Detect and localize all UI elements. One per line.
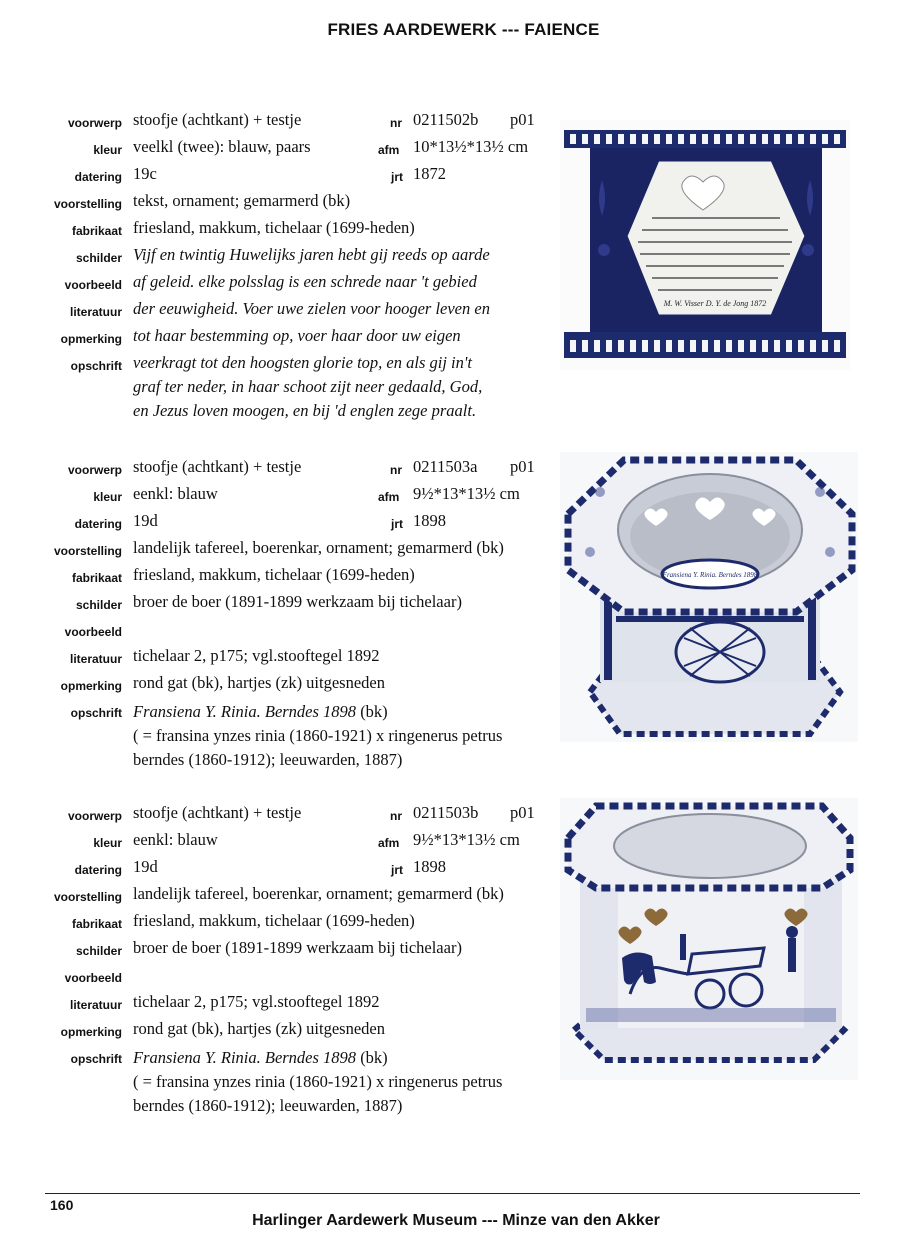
label-voorwerp: voorwerp <box>67 116 122 130</box>
label-opmerking: opmerking <box>60 332 122 346</box>
value-kleur: veelkl (twee): blauw, paars <box>133 137 311 156</box>
label-voorwerp: voorwerp <box>67 463 122 477</box>
value-nr: 0211503a <box>413 457 478 476</box>
row-voorstelling <box>0 191 560 217</box>
label-fabrikaat: fabrikaat <box>71 571 122 585</box>
value-schilder: broer de boer (1891-1899 werkzaam bij tichelaar) <box>133 938 462 957</box>
row-fabrikaat <box>0 218 560 244</box>
label-voorbeeld: voorbeeld <box>64 278 122 292</box>
label-schilder: schilder <box>75 944 122 958</box>
page-header: FRIES AARDEWERK --- FAIENCE <box>327 20 600 39</box>
row-voorbeeld <box>0 272 560 298</box>
label-datering: datering <box>74 863 122 877</box>
label-opmerking: opmerking <box>60 679 122 693</box>
value-fabrikaat: friesland, makkum, tichelaar (1699-heden) <box>133 911 415 930</box>
value-voorstelling: landelijk tafereel, boerenkar, ornament; gemarmerd (bk) <box>133 538 504 557</box>
row-literatuur <box>0 299 560 325</box>
row-opmerking <box>0 673 560 699</box>
value-datering: 19d <box>133 511 158 530</box>
footer-divider <box>45 1193 860 1194</box>
value-opschrift <box>133 1046 563 1118</box>
value-kleur: eenkl: blauw <box>133 484 218 503</box>
row-datering <box>0 511 560 537</box>
label-voorwerp: voorwerp <box>67 809 122 823</box>
row-opschrift <box>0 1046 560 1122</box>
value-opschrift-line-2: graf ter neder, in haar schoot zijt neer gedaald, God, <box>133 377 483 396</box>
value-literatuur: tichelaar 2, p175; vgl.stooftegel 1892 <box>133 646 380 665</box>
value-nr: 0211503b <box>413 803 479 822</box>
row-opmerking <box>0 326 560 352</box>
value-jrt: 1898 <box>413 857 446 876</box>
value-page: p01 <box>510 457 535 476</box>
photo-inscription-label: M. W. Visser D. Y. de Jong 1872 <box>663 299 767 308</box>
photo-stove-0211502b <box>560 120 850 370</box>
value-voorwerp: stoofje (achtkant) + testje <box>133 457 302 476</box>
value-opschrift-line-1: veerkragt tot den hoogsten glorie top, en als gij in't <box>133 353 472 372</box>
value-schilder: broer de boer (1891-1899 werkzaam bij tichelaar) <box>133 592 462 611</box>
label-literatuur: literatuur <box>69 652 122 666</box>
row-fabrikaat <box>0 565 560 591</box>
value-kleur: eenkl: blauw <box>133 830 218 849</box>
row-fabrikaat <box>0 911 560 937</box>
label-nr: nr <box>390 463 402 477</box>
opschrift-inscription: Fransiena Y. Rinia. Berndes 1898 <box>133 702 357 721</box>
label-opschrift: opschrift <box>70 706 122 720</box>
page-footer: Harlinger Aardewerk Museum --- Minze van den Akker <box>252 1212 660 1229</box>
row-kleur <box>0 484 560 510</box>
value-voorwerp: stoofje (achtkant) + testje <box>133 110 302 129</box>
row-literatuur <box>0 646 560 672</box>
value-afm: 9½*13*13½ cm <box>413 484 520 503</box>
value-datering: 19c <box>133 164 157 183</box>
row-schilder <box>0 938 560 964</box>
label-voorstelling: voorstelling <box>53 197 122 211</box>
value-schilder: Vijf en twintig Huwelijks jaren hebt gij reeds op aarde <box>133 245 490 264</box>
label-voorstelling: voorstelling <box>53 544 122 558</box>
opschrift-note: ( = fransina ynzes rinia (1860-1921) x ringenerus petrus berndes (1860-1912); leeuwarden, 1887) <box>133 1072 503 1115</box>
opschrift-note: ( = fransina ynzes rinia (1860-1921) x ringenerus petrus berndes (1860-1912); leeuwarden, 1887) <box>133 726 503 769</box>
label-voorstelling: voorstelling <box>53 890 122 904</box>
stove-illustration <box>560 798 858 1080</box>
label-literatuur: literatuur <box>69 998 122 1012</box>
label-datering: datering <box>74 517 122 531</box>
value-opmerking: rond gat (bk), hartjes (zk) uitgesneden <box>133 673 385 692</box>
value-opmerking: rond gat (bk), hartjes (zk) uitgesneden <box>133 1019 385 1038</box>
row-schilder <box>0 592 560 618</box>
row-opschrift <box>0 353 560 379</box>
row-voorwerp <box>0 110 560 136</box>
value-voorbeeld: af geleid. elke polsslag is een schrede naar 't gebied <box>133 272 477 291</box>
stove-illustration <box>560 120 850 370</box>
label-voorbeeld: voorbeeld <box>64 625 122 639</box>
value-opschrift <box>133 700 563 772</box>
label-jrt: jrt <box>391 170 403 184</box>
label-literatuur: literatuur <box>69 305 122 319</box>
row-voorbeeld <box>0 619 560 645</box>
photo-inscription-label: Fransiena Y. Rinia. Berndes 1898 <box>662 571 758 579</box>
value-voorstelling: landelijk tafereel, boerenkar, ornament; gemarmerd (bk) <box>133 884 504 903</box>
value-page: p01 <box>510 803 535 822</box>
opschrift-inscription: Fransiena Y. Rinia. Berndes 1898 <box>133 1048 357 1067</box>
label-voorbeeld: voorbeeld <box>64 971 122 985</box>
label-fabrikaat: fabrikaat <box>71 917 122 931</box>
photo-stove-0211503b <box>560 798 858 1080</box>
row-schilder <box>0 245 560 271</box>
value-datering: 19d <box>133 857 158 876</box>
row-kleur <box>0 830 560 856</box>
value-literatuur: der eeuwigheid. Voer uwe zielen voor hooger leven en <box>133 299 490 318</box>
label-kleur: kleur <box>93 490 122 504</box>
row-opschrift <box>0 700 560 776</box>
value-opmerking: tot haar bestemming op, voer haar door uw eigen <box>133 326 461 345</box>
row-voorstelling <box>0 884 560 910</box>
value-jrt: 1872 <box>413 164 446 183</box>
value-nr: 0211502b <box>413 110 479 129</box>
value-fabrikaat: friesland, makkum, tichelaar (1699-heden) <box>133 218 415 237</box>
value-literatuur: tichelaar 2, p175; vgl.stooftegel 1892 <box>133 992 380 1011</box>
label-afm: afm <box>378 836 400 850</box>
value-page: p01 <box>510 110 535 129</box>
value-opschrift-line-3: en Jezus loven moogen, en bij 'd englen zege praalt. <box>133 401 477 420</box>
label-jrt: jrt <box>391 863 403 877</box>
label-schilder: schilder <box>75 251 122 265</box>
row-voorwerp <box>0 803 560 829</box>
row-voorwerp <box>0 457 560 483</box>
value-voorstelling: tekst, ornament; gemarmerd (bk) <box>133 191 351 210</box>
label-kleur: kleur <box>93 836 122 850</box>
value-afm: 9½*13*13½ cm <box>413 830 520 849</box>
label-jrt: jrt <box>391 517 403 531</box>
page-number: 160 <box>50 1197 74 1213</box>
label-nr: nr <box>390 809 402 823</box>
opschrift-location: (bk) <box>356 702 388 721</box>
row-voorbeeld <box>0 965 560 991</box>
row-opschrift-2 <box>0 377 560 403</box>
stove-illustration <box>560 452 858 742</box>
row-opschrift-3 <box>0 401 560 427</box>
label-nr: nr <box>390 116 402 130</box>
row-opmerking <box>0 1019 560 1045</box>
row-datering <box>0 857 560 883</box>
label-schilder: schilder <box>75 598 122 612</box>
label-datering: datering <box>74 170 122 184</box>
photo-stove-0211503a <box>560 452 858 742</box>
label-opschrift: opschrift <box>70 359 122 373</box>
value-afm: 10*13½*13½ cm <box>413 137 529 156</box>
value-jrt: 1898 <box>413 511 446 530</box>
value-fabrikaat: friesland, makkum, tichelaar (1699-heden) <box>133 565 415 584</box>
opschrift-location: (bk) <box>356 1048 388 1067</box>
label-kleur: kleur <box>93 143 122 157</box>
row-datering <box>0 164 560 190</box>
label-opmerking: opmerking <box>60 1025 122 1039</box>
row-kleur <box>0 137 560 163</box>
label-fabrikaat: fabrikaat <box>71 224 122 238</box>
label-afm: afm <box>378 490 400 504</box>
value-voorwerp: stoofje (achtkant) + testje <box>133 803 302 822</box>
label-opschrift: opschrift <box>70 1052 122 1066</box>
row-literatuur <box>0 992 560 1018</box>
label-afm: afm <box>378 143 400 157</box>
row-voorstelling <box>0 538 560 564</box>
